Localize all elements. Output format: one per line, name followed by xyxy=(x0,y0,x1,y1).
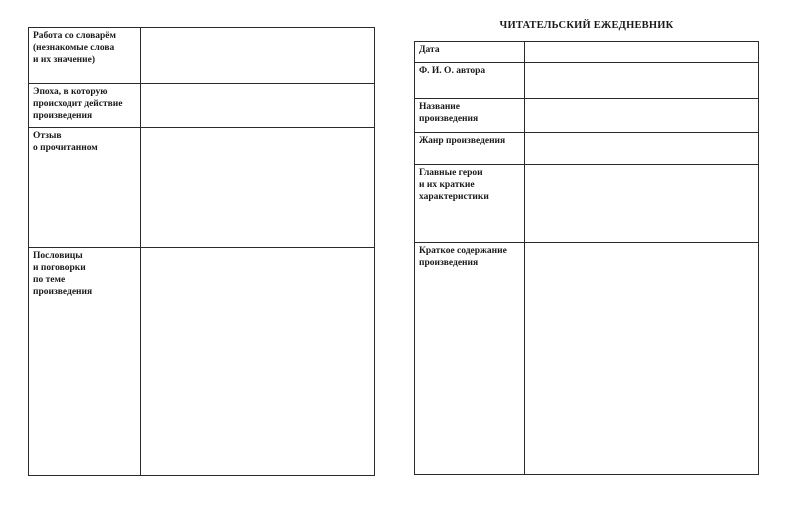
label-text: Эпоха, в которую происходит действие произведения xyxy=(33,87,123,121)
field-author-name[interactable] xyxy=(525,63,759,99)
field-review[interactable] xyxy=(141,128,375,248)
form-row-title xyxy=(415,99,759,133)
label-work-title xyxy=(415,99,525,133)
form-row-date xyxy=(415,42,759,63)
label-text: Жанр произведения xyxy=(419,136,506,146)
label-text: Краткое содержание произведения xyxy=(419,246,507,268)
label-text: Название произведения xyxy=(419,102,479,124)
form-row-summary xyxy=(415,243,759,475)
label-date xyxy=(415,42,525,63)
label-review xyxy=(29,128,141,248)
form-row-proverbs xyxy=(29,248,375,476)
field-summary[interactable] xyxy=(525,243,759,475)
form-row-epoch xyxy=(29,84,375,128)
field-proverbs[interactable] xyxy=(141,248,375,476)
label-proverbs xyxy=(29,248,141,476)
label-vocabulary-work xyxy=(29,28,141,84)
label-main-characters xyxy=(415,165,525,243)
label-text: Пословицы и поговорки по теме произведения xyxy=(33,251,93,297)
form-row-vocabulary xyxy=(29,28,375,84)
left-page-form xyxy=(28,27,375,476)
label-author-name xyxy=(415,63,525,99)
label-genre xyxy=(415,133,525,165)
form-row-characters xyxy=(415,165,759,243)
label-text: Работа со словарём (незнакомые слова и их значение) xyxy=(33,31,116,65)
field-vocabulary-work[interactable] xyxy=(141,28,375,84)
label-text: Дата xyxy=(419,45,440,55)
form-row-review xyxy=(29,128,375,248)
label-text: Отзыв о прочитанном xyxy=(33,131,98,153)
right-page-form xyxy=(414,41,759,475)
form-row-genre xyxy=(415,133,759,165)
label-text: Ф. И. О. автора xyxy=(419,66,486,76)
form-row-author xyxy=(415,63,759,99)
label-summary xyxy=(415,243,525,475)
label-epoch xyxy=(29,84,141,128)
field-epoch[interactable] xyxy=(141,84,375,128)
field-main-characters[interactable] xyxy=(525,165,759,243)
field-work-title[interactable] xyxy=(525,99,759,133)
field-genre[interactable] xyxy=(525,133,759,165)
label-text: Главные герои и их краткие характеристики xyxy=(419,168,489,202)
page-title: ЧИТАТЕЛЬСКИЙ ЕЖЕДНЕВНИК xyxy=(499,20,674,31)
field-date[interactable] xyxy=(525,42,759,63)
